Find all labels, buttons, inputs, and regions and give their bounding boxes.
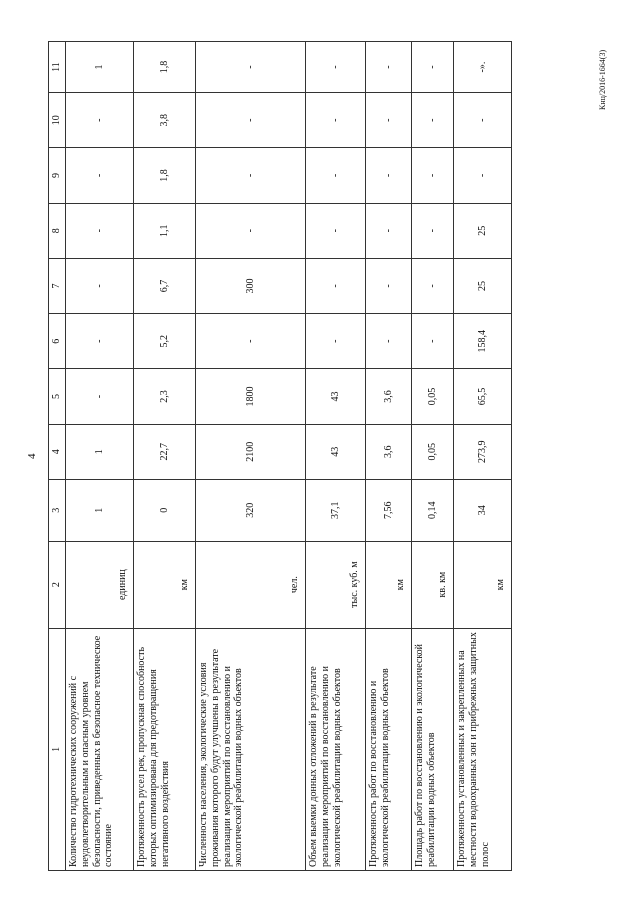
header-cell: 1: [49, 628, 66, 870]
table-row: [454, 42, 512, 871]
value-cell: -: [306, 314, 366, 369]
table-row: [366, 42, 412, 871]
value-cell: 1800: [196, 369, 306, 424]
value-cell: 1,8: [134, 42, 196, 93]
header-cell: 5: [49, 369, 66, 424]
value-cell: 0,14: [412, 479, 454, 541]
value-cell: 5,2: [134, 314, 196, 369]
value-cell: 37,1: [306, 479, 366, 541]
value-cell: -: [412, 93, 454, 148]
indicator-cell: Протяженность работ по восстановлению и экологической реабилитации водных объектов: [366, 628, 412, 870]
value-cell: -: [412, 148, 454, 203]
value-cell: -: [66, 203, 134, 258]
value-cell: 1: [66, 42, 134, 93]
value-cell: 273,9: [454, 424, 512, 479]
value-cell: -: [306, 93, 366, 148]
value-cell: 2,3: [134, 369, 196, 424]
unit-cell: км: [134, 541, 196, 628]
value-cell: -: [306, 42, 366, 93]
table-row: [412, 42, 454, 871]
value-cell: 0,05: [412, 369, 454, 424]
value-cell: 3,6: [366, 424, 412, 479]
value-cell: 6,7: [134, 258, 196, 313]
header-cell: 6: [49, 314, 66, 369]
value-cell: -: [306, 148, 366, 203]
value-cell: -: [66, 369, 134, 424]
header-cell: 11: [49, 42, 66, 93]
unit-cell: кв. км: [412, 541, 454, 628]
indicator-cell: Численность населения, экологические условия проживания которого будут улучшены в результате реализации мероприятий по восстановлению и экологической реабилитации водных объектов: [196, 628, 306, 870]
value-cell: -: [454, 148, 512, 203]
header-cell: 10: [49, 93, 66, 148]
page-number: 4: [26, 453, 38, 459]
value-cell: -: [366, 258, 412, 313]
value-cell: 1: [66, 424, 134, 479]
unit-cell: км: [366, 541, 412, 628]
value-cell: -: [66, 93, 134, 148]
indicator-cell: Площадь работ по восстановлению и экологической реабилитации водных объектов: [412, 628, 454, 870]
header-cell: 8: [49, 203, 66, 258]
value-cell: -: [196, 314, 306, 369]
value-cell: -: [366, 203, 412, 258]
unit-cell: тыс. куб. м: [306, 541, 366, 628]
value-cell: 2100: [196, 424, 306, 479]
unit-cell: единиц: [66, 541, 134, 628]
value-cell: -: [412, 42, 454, 93]
value-cell: -: [366, 93, 412, 148]
value-cell: 158,4: [454, 314, 512, 369]
header-cell: 4: [49, 424, 66, 479]
value-cell: 1,1: [134, 203, 196, 258]
value-cell: 320: [196, 479, 306, 541]
value-cell: 25: [454, 258, 512, 313]
value-cell: -: [306, 258, 366, 313]
header-cell: 9: [49, 148, 66, 203]
value-cell: 1,8: [134, 148, 196, 203]
value-cell: 3,8: [134, 93, 196, 148]
indicator-cell: Протяженность установленных и закрепленных на местности водоохранных зон и прибрежных защитных полос: [454, 628, 512, 870]
header-cell: 7: [49, 258, 66, 313]
value-cell: -: [196, 203, 306, 258]
value-cell: 300: [196, 258, 306, 313]
unit-cell: чел.: [196, 541, 306, 628]
table-body: [49, 42, 512, 871]
table-row: [196, 42, 306, 871]
table-row: [134, 42, 196, 871]
value-cell: 65,5: [454, 369, 512, 424]
indicator-cell: Количество гидротехнических сооружений с неудовлетворительным и опасным уровнем безопасности, приведенных в безопасное техническое состояние: [66, 628, 134, 870]
document-reference: Кнц/2016-1664(3): [598, 49, 607, 110]
value-cell: -: [66, 314, 134, 369]
value-cell: -: [412, 258, 454, 313]
value-cell: -: [66, 258, 134, 313]
value-cell: 43: [306, 369, 366, 424]
header-cell: 2: [49, 541, 66, 628]
value-cell: -: [196, 93, 306, 148]
value-cell: -: [412, 314, 454, 369]
value-cell: 7,56: [366, 479, 412, 541]
value-cell: -: [196, 42, 306, 93]
value-cell: -: [412, 203, 454, 258]
value-cell: -: [306, 203, 366, 258]
table-row: [306, 42, 366, 871]
value-cell: 0,05: [412, 424, 454, 479]
value-cell: 25: [454, 203, 512, 258]
table-row: [66, 42, 134, 871]
header-cell: 3: [49, 479, 66, 541]
value-cell: -: [454, 93, 512, 148]
value-cell: -: [366, 314, 412, 369]
value-cell: 3,6: [366, 369, 412, 424]
value-cell: 34: [454, 479, 512, 541]
unit-cell: км: [454, 541, 512, 628]
value-cell: -: [196, 148, 306, 203]
indicators-table: [48, 41, 512, 871]
value-cell: -».: [454, 42, 512, 93]
value-cell: 43: [306, 424, 366, 479]
header-row: [49, 42, 66, 871]
indicator-cell: Протяженность русел рек, пропускная способность которых оптимизирована для предотвращения негативного воздействия: [134, 628, 196, 870]
indicator-cell: Объем выемки донных отложений в результате реализации мероприятий по восстановлению и экологической реабилитации водных объектов: [306, 628, 366, 870]
value-cell: 22,7: [134, 424, 196, 479]
value-cell: 1: [66, 479, 134, 541]
value-cell: -: [366, 148, 412, 203]
value-cell: -: [366, 42, 412, 93]
value-cell: 0: [134, 479, 196, 541]
value-cell: -: [66, 148, 134, 203]
